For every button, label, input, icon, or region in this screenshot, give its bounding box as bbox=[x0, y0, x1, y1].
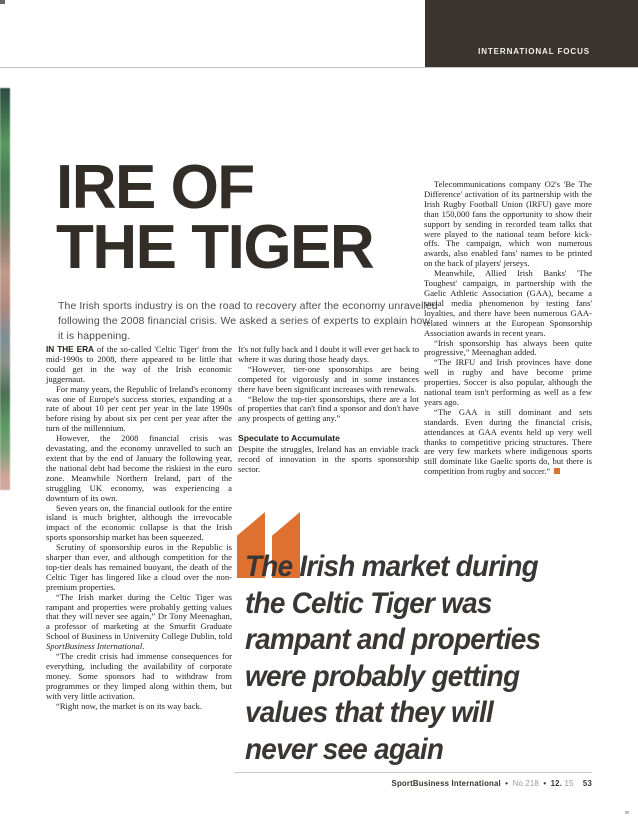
body-column-2 bbox=[238, 345, 419, 475]
header-rule bbox=[0, 67, 638, 68]
paragraph bbox=[46, 543, 232, 593]
pull-quote bbox=[245, 549, 540, 768]
issue-date-month: 12. bbox=[550, 779, 563, 788]
issue-date-year: 15 bbox=[564, 779, 574, 788]
pull-quote-line: The Irish market during bbox=[245, 550, 538, 583]
text-segment: “The GAA is still dominant and sets standards. Even during the financial crisis, attendances at GAA events held up very well thanks to competitive pricing structures. There are very few markets where indigenous sports still dominate like Gaelic sports do, but there is competition from rugby and soccer.” bbox=[424, 406, 592, 477]
standfirst: The Irish sports industry is on the road to recovery after the economy unravelled following the 2008 financial crisis. We asked a series of experts to explain how it is happening. bbox=[58, 300, 438, 342]
text-segment: “The Irish market during the Celtic Tiger was rampant and properties were probably getting values that they will never see again,” Dr Tony Meenaghan, a professor of marketing at the Smurfit Graduate School of Business in University College Dublin, told bbox=[46, 591, 232, 642]
paragraph bbox=[424, 358, 592, 408]
title-line-1: IRE OF bbox=[56, 153, 254, 222]
text-segment: Telecommunications company O2's 'Be The Difference' activation of its partnership with the Irish Rugby Football Union (IRFU) gave more than 150,000 fans the opportunity to show their support by sending in recorded team talks that were played to the national team before kick-offs. The campaign, which won numerous awards, also enabled fans' names to be printed on the back of players' jerseys. bbox=[424, 179, 592, 269]
footer-rule bbox=[234, 772, 592, 773]
paragraph bbox=[238, 365, 419, 395]
scan-artifact bbox=[625, 811, 629, 814]
pull-quote-line: were probably getting bbox=[245, 659, 520, 693]
text-segment: IN THE ERA bbox=[46, 345, 94, 354]
text-segment: . bbox=[142, 641, 145, 652]
body-column-3 bbox=[424, 180, 592, 477]
subhead: Speculate to Accumulate bbox=[238, 433, 340, 444]
paragraph bbox=[46, 345, 232, 385]
pull-quote-line: rampant and properties bbox=[245, 623, 541, 656]
text-segment: of the so-called 'Celtic Tiger' from the mid-1990s to 2008, there appeared to be little that could get in the way of the Irish economic juggernaut. bbox=[46, 344, 232, 384]
text-segment: “However, tier-one sponsorships are being competed for vigorously and in some instances there have been significant increases with renewals. bbox=[238, 363, 419, 394]
paragraph bbox=[46, 504, 232, 544]
body-column-1 bbox=[46, 345, 232, 712]
text-segment: “The IRFU and Irish provinces have done well in rugby and have become prime properties. Soccer is also popular, although the national team isn't performing as well as a few years ago. bbox=[424, 357, 592, 407]
paragraph bbox=[46, 434, 232, 503]
text-segment: For many years, the Republic of Ireland's economy was one of Europe's success stories, expanding at a rate of about 10 per cent per year in the late 1990s before rising by about six per cent per year after the turn of the millennium. bbox=[46, 383, 232, 434]
text-segment: Despite the struggles, Ireland has an enviable track record of innovation in the sports sponsorship sector. bbox=[238, 444, 419, 474]
title-line-2: THE TIGER bbox=[56, 213, 374, 282]
text-segment: Meanwhile, Allied Irish Banks' 'The Toughest' campaign, in partnership with the Gaelic Athletic Association (GAA), became a social media phenomenon by testing fans' loyalties, and there have been numerous GAA-related winners at the European Sponsorship Association awards in recent years. bbox=[424, 268, 592, 338]
text-segment: “Below the top-tier sponsorships, there are a lot of properties that can't find a sponsor and don't have any prospects of getting any.” bbox=[238, 393, 419, 424]
paragraph bbox=[46, 652, 232, 702]
issue-number: No.218 bbox=[512, 779, 539, 788]
paragraph bbox=[238, 345, 419, 365]
photo-strip bbox=[0, 88, 10, 490]
column2-bottom bbox=[238, 445, 419, 475]
paragraph bbox=[46, 593, 232, 652]
paragraph bbox=[424, 180, 592, 269]
section-header-box bbox=[425, 0, 638, 67]
pull-quote-line: never see again bbox=[245, 732, 444, 766]
paragraph bbox=[238, 395, 419, 425]
text-segment: Seven years on, the financial outlook for the entire island is much brighter, although the irrevocable impact of the economic collapse is that the Irish sports sponsorship market has been squeezed. bbox=[46, 502, 232, 543]
section-label: INTERNATIONAL FOCUS bbox=[478, 47, 590, 56]
text-segment: “Irish sponsorship has always been quite progressive,” Meenaghan added. bbox=[424, 337, 592, 358]
column2-top bbox=[238, 345, 419, 424]
paragraph bbox=[238, 445, 419, 475]
pull-quote-line: values that they will bbox=[245, 696, 493, 729]
scan-artifact bbox=[0, 0, 5, 4]
text-segment: It's not fully back and I doubt it will ever get back to where it was during those heady days. bbox=[238, 344, 419, 364]
text-segment: SportBusiness International bbox=[46, 641, 143, 652]
page-footer bbox=[392, 779, 592, 788]
page-number: 53 bbox=[582, 779, 592, 788]
paragraph bbox=[424, 408, 592, 477]
paragraph bbox=[424, 269, 592, 338]
end-of-article-square bbox=[554, 468, 560, 474]
paragraph bbox=[46, 385, 232, 435]
pull-quote-line: the Celtic Tiger was bbox=[245, 586, 492, 620]
text-segment: “Right now, the market is on its way back. bbox=[56, 700, 202, 711]
magazine-name: SportBusiness International bbox=[391, 779, 501, 788]
paragraph bbox=[424, 339, 592, 359]
article-title bbox=[56, 153, 374, 282]
text-segment: “The credit crisis had immense consequences for everything, including the availability of corporate money. Some sponsors had to withdraw from programmes or they limped along within them, but with very little activation. bbox=[46, 651, 232, 701]
bullet-separator: • bbox=[505, 779, 509, 788]
bullet-separator: • bbox=[543, 779, 547, 788]
text-segment: Scrutiny of sponsorship euros in the Republic is sharper than ever, and although competition for the top-tier deals has remained buoyant, the death of the Celtic Tiger has lingered like a cloud over the non-premium properties. bbox=[46, 542, 232, 592]
paragraph bbox=[46, 702, 232, 712]
text-segment: However, the 2008 financial crisis was devastating, and the economy unravelled to such an extent that by the end of January the following year, the national debt had become the riskiest in the euro zone. Meanwhile Northern Ireland, part of the struggling UK economy, was experiencing a downturn of its own. bbox=[46, 433, 232, 503]
